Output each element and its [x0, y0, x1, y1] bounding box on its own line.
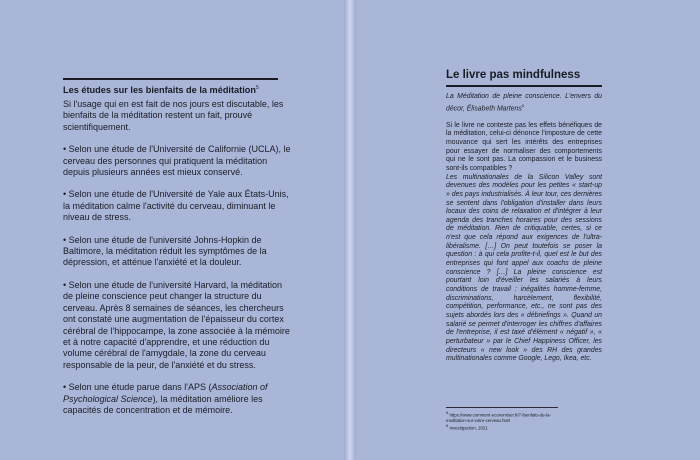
study-yale: • Selon une étude de l'Université de Yale aux États-Unis, la méditation calme l'activité du cerveau, diminuant le niveau de stress.	[63, 189, 289, 223]
box-title: Le livre pas mindfulness	[446, 69, 602, 87]
footnotes	[446, 407, 558, 431]
book-quote: Les multinationales de la Silicon Valley sont devenues des modèles pour les petites « start-up » des pays industrialisés. À leur tour, ces dernières se sentent dans l'obligation d'installer dans leurs locaux des coins de relaxation et d'intégrer à leur agenda des tranches horaires pour des sessions de méditation. Rien de critiquable, certes, si ce n'est que cela répond aux exigences de l'ultra-libéralisme. […] On peut toutefois se poser la question : à qui cela profite-t-il, quel est le but des entreprises qui font appel aux coachs de pleine conscience ? […] La pleine conscience est pourtant loin d'éveiller les salariés à leurs conditions de travail : inégalités homme-femme, discriminations, harcèlement, flexibilité, compétition, performance, etc., ne sont pas des sujets abordés lors des « débriefings ». Quand un salarié se permet d'interroger les chiffres d'affaires de l'entreprise, il est taxé d'élément « négatif », « perturbateur » par le Chief Happiness Officer, les directeurs « new look » des RH des grandes multinationales comme Google, Lego, Ikea, etc.	[446, 173, 602, 363]
footnote-number: 5	[446, 410, 449, 415]
aps-text-after: ), la méditation améliore les capacités de concentration et de mémoire.	[63, 393, 263, 415]
aps-text-before: • Selon une étude parue dans l'APS (	[63, 382, 212, 393]
aps-italic: Association of Psychological Science	[63, 382, 268, 404]
left-page	[0, 0, 344, 460]
book-source-text: La Méditation de pleine conscience. L'envers du décor, Élisabeth Martens	[446, 93, 602, 112]
study-harvard: • Selon une étude de l'université Harvard, la méditation de pleine conscience peut changer la structure du cerveau. Après 8 semaines de séances, les chercheurs ont constaté une augmentation de l'épaisseur du cortex cérébral de l'hippocampe, la zone associée à la mémoire et à notre capacité d'apprendre, et une réduction du volume cérébral de l'amygdale, la zone du cerveau responsable de la peur, de l'anxiété et du stress.	[63, 279, 290, 370]
book-source	[446, 93, 602, 114]
left-body-text	[63, 99, 291, 427]
study-aps	[63, 382, 291, 416]
heading-footnote-ref: 5	[256, 85, 259, 91]
section-heading	[63, 78, 278, 96]
right-page	[356, 0, 700, 460]
footnote-text: Investigaction, 2021	[449, 425, 488, 431]
footnote-6	[446, 423, 558, 431]
section-heading-text: Les études sur les bienfaits de la méditation	[63, 85, 256, 96]
study-johns-hopkin: • Selon une étude de l'université Johns-Hopkin de Baltimore, la méditation réduit les symptômes de la dépression, et atténue l'anxiété et la douleur.	[63, 234, 267, 268]
right-body-text	[446, 93, 602, 364]
footnote-5	[446, 410, 558, 423]
footnote-number: 6	[446, 423, 449, 429]
study-ucla: • Selon une étude de l'Université de Californie (UCLA), le cerveau des personnes qui pratiquent la méditation depuis plusieurs années est mieux conservé.	[63, 144, 291, 178]
footnote-text: https://www.comment-economiser.fr/7-bienfaits-de-la-meditation-sur-votre-cerveau.html	[446, 412, 551, 423]
source-footnote-ref: 6	[521, 102, 525, 108]
intro-text: Si le livre ne conteste pas les effets bénéfiques de la méditation, celui-ci dénonce l'imposture de cette mouvance qui sert les intérêts des entreprises pour essayer de normaliser des comportements qui ne le sont pas. La compassion et le business sont-ils compatibles ?	[446, 121, 602, 172]
book-gutter	[344, 0, 356, 460]
intro-paragraph: Si l'usage qui en est fait de nos jours est discutable, les bienfaits de la méditation restent un fait, prouvé scientifiquement.	[63, 99, 284, 132]
